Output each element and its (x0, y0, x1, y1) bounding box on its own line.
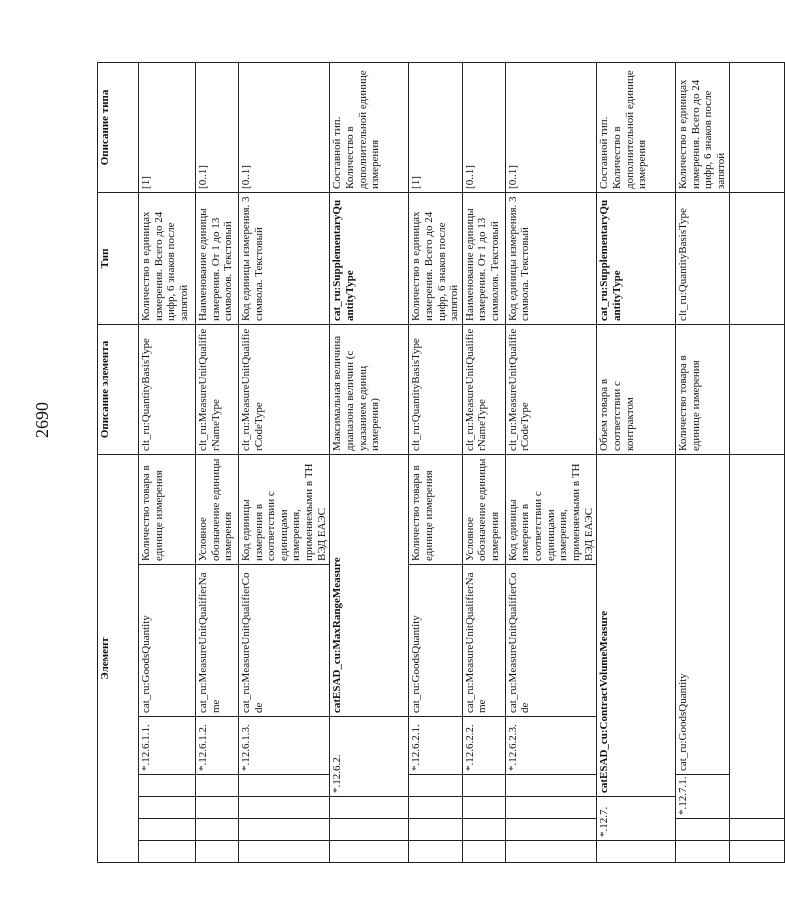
type-name: cat_ru:SupplementaryQuantityType (597, 192, 676, 324)
multiplicity: [1] (409, 62, 463, 192)
indent-cell (238, 841, 329, 863)
type-name: clt_ru:MeasureUnitQualifierNameType (462, 324, 505, 454)
type-description: Наименование единицы измерения. От 1 до 13 символов. Текстовый (462, 192, 505, 324)
table-row (505, 62, 596, 862)
empty-cell (729, 192, 784, 324)
indent-cell (409, 841, 463, 863)
type-name: clt_ru:MeasureUnitQualifierCodeType (238, 324, 329, 454)
multiplicity: [0..1] (462, 62, 505, 192)
table-row (138, 62, 195, 862)
element-description: Объем товара в соответствии с контрактом (597, 324, 676, 454)
indent-cell (676, 841, 730, 863)
indent-cell (729, 819, 784, 841)
table-row (238, 62, 329, 862)
table-header-row (98, 62, 139, 862)
multiplicity: [0..1] (238, 62, 329, 192)
type-name: clt_ru:QuantityBasisType (676, 192, 730, 324)
element-description: Количество товара в единице измерения (409, 454, 463, 564)
indent-cell (462, 819, 505, 841)
table-row (409, 62, 463, 862)
specification-table (97, 62, 785, 863)
indent-cell (505, 775, 596, 797)
row-number: *.12.6.2.2. (462, 717, 505, 775)
indent-cell (138, 775, 195, 797)
type-name: clt_ru:MeasureUnitQualifierCodeType (505, 324, 596, 454)
row-number: *.12.7. (597, 797, 676, 841)
row-number: *.12.6.2.3. (505, 717, 596, 775)
type-description: Составной тип. Количество в дополнительной единице измерения (330, 62, 409, 192)
indent-cell (409, 797, 463, 819)
element-description: Количество товара в единице измерения (138, 454, 195, 564)
indent-cell (195, 775, 238, 797)
type-description: Наименование единицы измерения. От 1 до 13 символов. Текстовый (195, 192, 238, 324)
indent-cell (330, 841, 409, 863)
element-name: catESAD_cu:MaxRangeMeasure (330, 454, 409, 716)
indent-cell (462, 841, 505, 863)
indent-cell (505, 797, 596, 819)
table-row (597, 62, 676, 862)
indent-cell (195, 819, 238, 841)
element-name: cat_ru:MeasureUnitQualifierName (462, 565, 505, 717)
table-row (330, 62, 409, 862)
indent-cell (138, 819, 195, 841)
element-name: cat_ru:GoodsQuantity (676, 454, 730, 774)
indent-cell (729, 841, 784, 863)
type-description: Код единицы измерения. 3 символа. Текстовый (238, 192, 329, 324)
indent-cell (138, 841, 195, 863)
header-type-description: Описание типа (98, 62, 139, 192)
row-number: *.12.6.2.1. (409, 717, 463, 775)
indent-cell (505, 819, 596, 841)
element-name: catESAD_cu:ContractVolumeMeasure (597, 454, 676, 796)
element-description: Код единицы измерения в соответствии с единицами измерения, применяемыми в ТН ВЭД ЕАЭС (238, 454, 329, 564)
empty-cell (729, 62, 784, 192)
type-description: Количество в единицах измерения. Всего до 24 цифр, 6 знаков после запятой (138, 192, 195, 324)
indent-cell (409, 819, 463, 841)
type-description: Код единицы измерения. 3 символа. Текстовый (505, 192, 596, 324)
row-number: *.12.6.1.2. (195, 717, 238, 775)
multiplicity: [0..1] (505, 62, 596, 192)
row-number: *.12.6.1.1. (138, 717, 195, 775)
element-name: cat_ru:GoodsQuantity (409, 565, 463, 717)
empty-cell (729, 454, 784, 818)
indent-cell (138, 797, 195, 819)
indent-cell (195, 841, 238, 863)
rotated-table-container (97, 63, 728, 863)
indent-cell (462, 775, 505, 797)
indent-cell (409, 775, 463, 797)
indent-cell (597, 841, 676, 863)
indent-cell (330, 819, 409, 841)
indent-cell (238, 819, 329, 841)
empty-cell (729, 324, 784, 454)
element-description: Максимальная величина диапазона величин (с указанием единиц измерения) (330, 324, 409, 454)
element-description: Условное обозначение единицы измерения (195, 454, 238, 564)
header-element-description: Описание элемента (98, 324, 139, 454)
indent-cell (330, 797, 409, 819)
indent-cell (462, 797, 505, 819)
element-description: Количество товара в единице измерения (676, 324, 730, 454)
element-name: cat_ru:GoodsQuantity (138, 565, 195, 717)
element-name: cat_ru:MeasureUnitQualifierName (195, 565, 238, 717)
type-name: cat_ru:SupplementaryQuantityType (330, 192, 409, 324)
row-number: *.12.7.1. (676, 775, 730, 819)
header-type: Тип (98, 192, 139, 324)
page-number: 2690 (32, 402, 52, 438)
row-number: *.12.6.2. (330, 717, 409, 797)
multiplicity: [1] (138, 62, 195, 192)
type-name: clt_ru:QuantityBasisType (138, 324, 195, 454)
header-element: Элемент (98, 454, 139, 862)
table-row (676, 62, 730, 862)
indent-cell (505, 841, 596, 863)
element-description: Условное обозначение единицы измерения (462, 454, 505, 564)
table-row (462, 62, 505, 862)
type-name: clt_ru:QuantityBasisType (409, 324, 463, 454)
element-description: Код единицы измерения в соответствии с единицами измерения, применяемыми в ТН ВЭД ЕАЭС (505, 454, 596, 564)
table-row-empty (729, 62, 784, 862)
indent-cell (676, 819, 730, 841)
table-row (195, 62, 238, 862)
type-description: Количество в единицах измерения. Всего до 24 цифр, 6 знаков после запятой (409, 192, 463, 324)
indent-cell (238, 797, 329, 819)
indent-cell (238, 775, 329, 797)
row-number: *.12.6.1.3. (238, 717, 329, 775)
element-name: cat_ru:MeasureUnitQualifierCode (505, 565, 596, 717)
type-name: clt_ru:MeasureUnitQualifierNameType (195, 324, 238, 454)
type-description: Количество в единицах измерения. Всего до 24 цифр, 6 знаков после запятой (676, 62, 730, 192)
indent-cell (195, 797, 238, 819)
type-description: Составной тип. Количество в дополнительной единице измерения (597, 62, 676, 192)
element-name: cat_ru:MeasureUnitQualifierCode (238, 565, 329, 717)
multiplicity: [0..1] (195, 62, 238, 192)
